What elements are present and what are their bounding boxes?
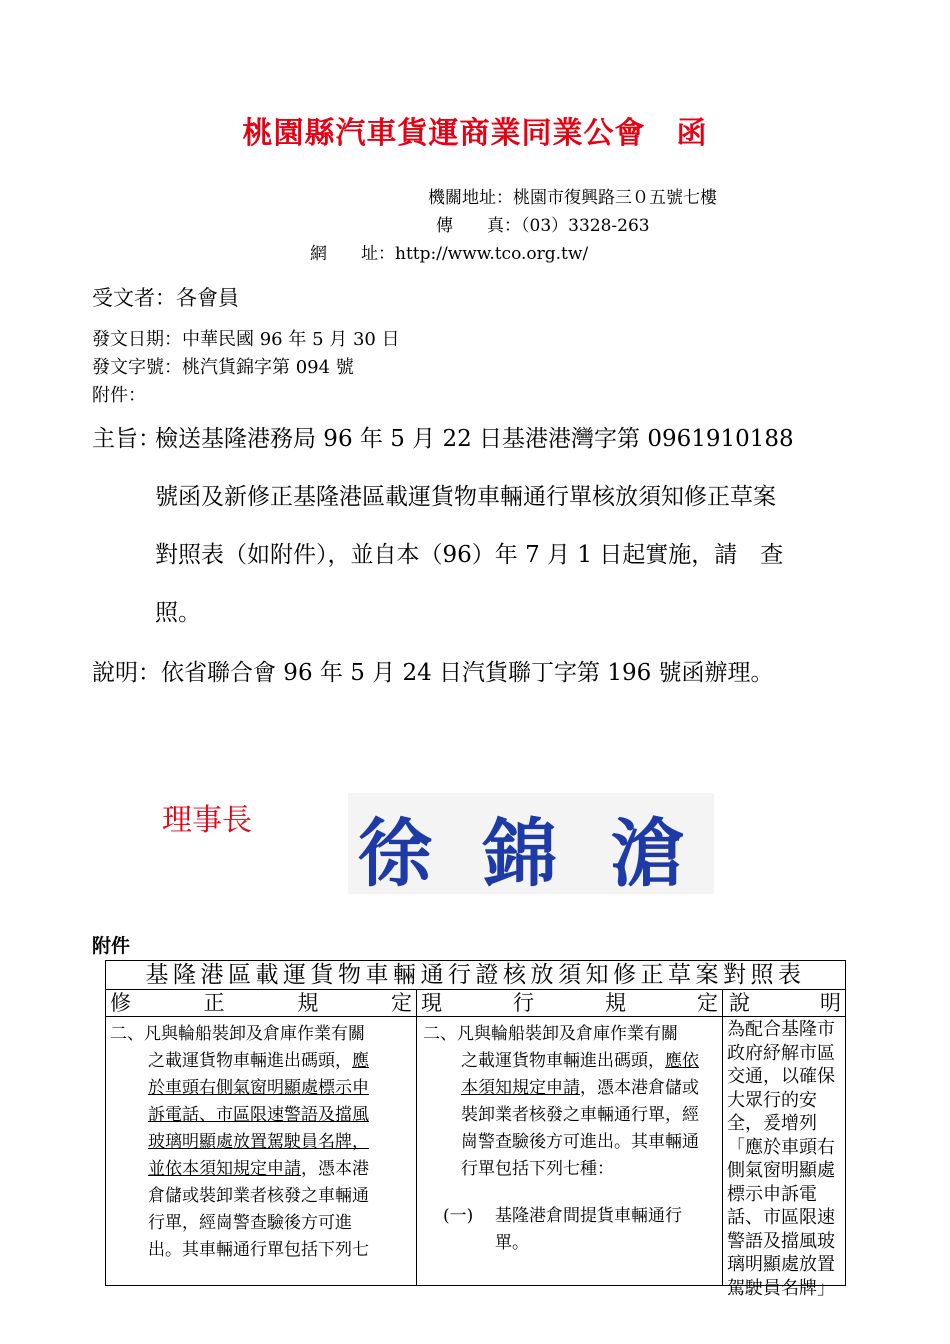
subject-section <box>92 420 862 652</box>
signature-char: 滄 <box>610 811 684 897</box>
cell-line: 倉儲或裝卸業者核發之車輛通 <box>148 1186 369 1206</box>
cell-line: 崗警查驗後方可進出。其車輛通 <box>461 1132 699 1152</box>
table-title: 基隆港區載運貨物車輛通行證核放須知修正草案對照表 <box>106 961 845 990</box>
cell-line <box>110 1048 416 1075</box>
header-amended <box>106 990 417 1016</box>
address-label: 機關地址： <box>428 188 513 208</box>
header-char: 規 <box>605 991 626 1015</box>
cell-line: 訴電話、市區限速警語及擋風 <box>148 1105 369 1125</box>
document-meta <box>92 326 400 410</box>
cell-text-underlined: 應依 <box>665 1051 699 1071</box>
signature-char: 徐 <box>358 811 432 897</box>
recipient-value: 各會員 <box>176 286 239 310</box>
fax-value: （03）3328-263 <box>521 216 650 236</box>
issue-date-line <box>92 326 400 354</box>
cell-line: 行單包括下列七種： <box>461 1159 614 1179</box>
fax-label: 傳 真： <box>436 216 521 236</box>
note-line: 話、市區限速 <box>727 1207 835 1228</box>
note-line: 璃明顯處放置 <box>727 1254 835 1275</box>
signature-char: 錦 <box>483 811 557 897</box>
cell-line: 出。其車輛通行單包括下列七 <box>148 1240 369 1260</box>
signature-stamp <box>348 793 714 897</box>
explanation-cell <box>723 1017 845 1299</box>
comparison-table <box>105 960 846 1299</box>
explanation-label: 說明： <box>92 660 161 686</box>
note-line: 全，爰增列 <box>727 1113 817 1134</box>
cell-line: 二、凡與輪船裝卸及倉庫作業有關 <box>110 1024 365 1044</box>
cell-text: ，憑本港倉儲或 <box>580 1078 699 1098</box>
header-char: 修 <box>110 991 131 1015</box>
header-char: 明 <box>820 991 841 1015</box>
sub-item-number: (一) <box>443 1206 474 1226</box>
reference-number: 桃汽貨錦字第 094 號 <box>182 357 354 378</box>
cell-line: 基隆港倉間提貨車輛通行 <box>495 1206 682 1226</box>
reference-label: 發文字號： <box>92 357 182 378</box>
note-line: 駕駛員名牌」 <box>727 1277 835 1299</box>
header-current <box>417 990 723 1016</box>
note-line: 側氣窗明顯處 <box>727 1160 835 1181</box>
website-line <box>310 240 588 268</box>
note-line: 交通，以確保 <box>727 1066 835 1087</box>
letter-title: 桃園縣汽車貨運商業同業公會 函 <box>242 116 708 151</box>
cell-line: 裝卸業者核發之車輛通行單，經 <box>461 1105 699 1125</box>
explanation-section <box>92 654 774 687</box>
note-line: 為配合基隆市 <box>727 1019 835 1040</box>
website-label: 網 址： <box>310 244 395 264</box>
cell-line <box>423 1048 722 1075</box>
note-line: 大眾行的安 <box>727 1089 817 1111</box>
subject-line: 照。 <box>155 600 201 626</box>
cell-text: ，憑本港 <box>301 1159 369 1179</box>
amended-cell <box>106 1017 417 1285</box>
cell-text-underlined: 本須知規定申請 <box>461 1078 580 1098</box>
header-char: 說 <box>729 991 750 1015</box>
cell-line: 行單，經崗警查驗後方可進 <box>148 1213 352 1233</box>
website-value: http://www.tco.org.tw/ <box>395 244 589 264</box>
header-char: 定 <box>390 991 412 1015</box>
header-explanation <box>723 990 845 1016</box>
cell-line <box>110 1156 416 1183</box>
subject-line: 號函及新修正基隆港區載運貨物車輛通行單核放須知修正草案 <box>155 484 776 510</box>
note-line: 「應於車頭右 <box>727 1136 835 1158</box>
header-char: 正 <box>203 991 225 1015</box>
subject-line: 對照表（如附件），並自本（96）年 7 月 1 日起實施，請 查 <box>155 542 784 568</box>
cell-text: 之載運貨物車輛進出碼頭， <box>461 1051 665 1071</box>
cell-text-underlined: 應 <box>352 1051 369 1071</box>
cell-text-underlined: 並依本須知規定申請 <box>148 1159 301 1179</box>
explanation-text: 依省聯合會 96 年 5 月 24 日汽貨聯丁字第 196 號函辦理。 <box>161 660 774 686</box>
cell-line: 單。 <box>495 1233 529 1253</box>
attachment-meta-label: 附件： <box>92 385 146 406</box>
sub-item <box>423 1203 722 1257</box>
table-body-row <box>106 1017 845 1299</box>
sub-item-text <box>495 1203 682 1257</box>
header-char: 現 <box>421 991 442 1015</box>
current-cell <box>417 1017 723 1285</box>
subject-line: 檢送基隆港務局 96 年 5 月 22 日基港港灣字第 0961910188 <box>155 426 794 452</box>
note-line: 警語及擋風玻 <box>727 1230 835 1252</box>
cell-text: 之載運貨物車輛進出碼頭， <box>148 1051 352 1071</box>
header-char: 定 <box>697 991 718 1015</box>
address-line <box>428 184 717 212</box>
address-value: 桃園市復興路三０五號七樓 <box>513 188 717 208</box>
note-line: 政府紓解市區 <box>727 1042 835 1064</box>
chairman-title: 理事長 <box>162 803 252 838</box>
recipient <box>92 282 239 312</box>
cell-line: 於車頭右側氣窗明顯處標示申 <box>148 1078 369 1098</box>
note-line: 標示申訴電 <box>727 1183 817 1205</box>
cell-line: 二、凡與輪船裝卸及倉庫作業有關 <box>423 1024 678 1044</box>
issue-date: 中華民國 96 年 5 月 30 日 <box>182 329 400 350</box>
header-char: 行 <box>513 991 534 1015</box>
fax-line <box>436 212 650 240</box>
issue-date-label: 發文日期： <box>92 329 182 350</box>
cell-line <box>423 1075 722 1102</box>
recipient-label: 受文者： <box>92 286 176 310</box>
attachment-line <box>92 382 400 410</box>
cell-line: 玻璃明顯處放置駕駛員名牌， <box>148 1132 369 1152</box>
header-char: 規 <box>297 991 319 1015</box>
table-header-row <box>106 990 845 1017</box>
reference-line <box>92 354 400 382</box>
subject-label: 主旨： <box>92 426 161 452</box>
attachment-heading: 附件 <box>92 935 131 957</box>
